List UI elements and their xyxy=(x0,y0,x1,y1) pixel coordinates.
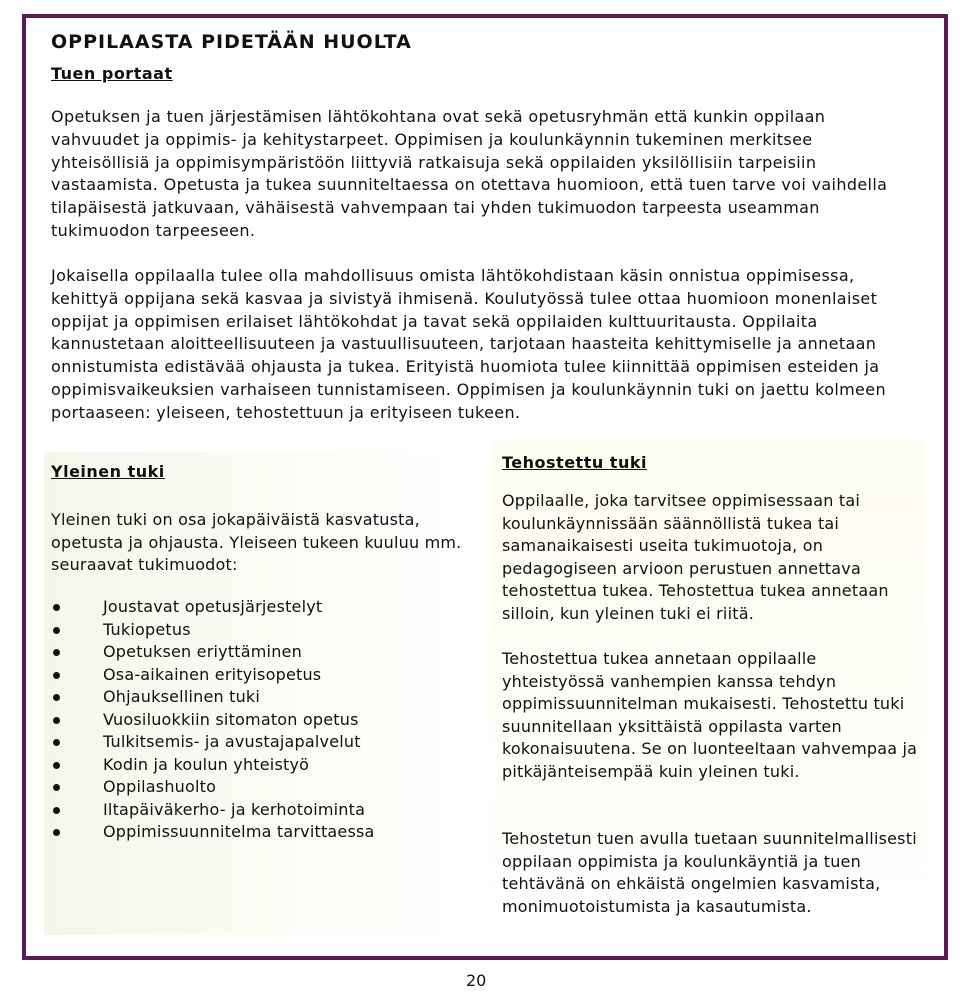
list-item-label: Oppilashuolto xyxy=(103,777,217,796)
page-title: OPPILAASTA PIDETÄÄN HUOLTA xyxy=(51,31,412,53)
bullet-icon xyxy=(53,717,60,724)
list-item-label: Vuosiluokkiin sitomaton opetus xyxy=(103,709,359,729)
section-subtitle: Tuen portaat xyxy=(51,64,173,83)
list-item-label: Kodin ja koulun yhteistyö xyxy=(103,754,310,774)
list-item-label: Oppimissuunnitelma tarvittaessa xyxy=(103,822,375,841)
intensified-support-paragraph-1: Oppilaalle, joka tarvitsee oppimisessaan tai koulunkäynnissään säännöllistä tukea tai samanaikaisesti useita tukimuotoja, on pedagogiseen arvioon perustuen annettava tehostettua tukea. Tehostettua tukea annetaan silloin, kun yleinen tuki ei riitä. xyxy=(502,491,889,623)
list-item xyxy=(51,821,471,844)
support-forms-list xyxy=(51,596,471,844)
bullet-icon xyxy=(53,694,60,701)
list-item xyxy=(51,799,471,822)
bullet-icon xyxy=(53,672,60,679)
list-item xyxy=(51,709,471,732)
bullet-icon xyxy=(53,784,60,791)
list-item xyxy=(51,619,471,642)
list-item xyxy=(51,754,471,777)
intro-paragraph-2: Jokaisella oppilaalla tulee olla mahdollisuus omista lähtökohdistaan käsin onnistua oppimisessa, kehittyä oppijana sekä kasvaa ja sivistyä ihmisenä. Koulutyössä tulee ottaa huomioon monenlaiset oppijat ja oppimisen erilaiset lähtökohdat ja tavat sekä oppilaiden kulttuuritausta. Oppilaita kannustetaan aloitteellisuuteen ja vastuullisuuteen, tarjotaan haasteita kehittymiselle ja annetaan onnistumista edistävää ohjausta ja tukea. Erityistä huomiota tulee kiinnittää oppimisen esteiden ja oppimisvaikeuksien varhaiseen tunnistamiseen. Oppimisen ja koulunkäynnin tuki on jaettu kolmeen portaaseen: yleiseen, tehostettuun ja erityiseen tukeen. xyxy=(51,266,886,422)
bullet-icon xyxy=(53,762,60,769)
intensified-support-paragraph-3: Tehostetun tuen avulla tuetaan suunnitelmallisesti oppilaan oppimista ja koulunkäyntiä ja tuen tehtävänä on ehkäistä ongelmien kasvamista, monimuotoistumista ja kasautumista. xyxy=(502,829,917,916)
bullet-icon xyxy=(53,604,60,611)
list-item-label: Joustavat opetusjärjestelyt xyxy=(103,597,323,616)
list-item xyxy=(51,776,471,799)
general-support-text: Yleinen tuki on osa jokapäiväistä kasvatusta, opetusta ja ohjausta. Yleiseen tukeen kuuluu mm. seuraavat tukimuodot: xyxy=(51,510,462,574)
bullet-icon xyxy=(53,829,60,836)
bullet-icon xyxy=(53,649,60,656)
page-number: 20 xyxy=(466,971,487,990)
list-item xyxy=(51,731,471,754)
list-item xyxy=(51,664,471,687)
bullet-icon xyxy=(53,807,60,814)
list-item-label: Ohjauksellinen tuki xyxy=(103,687,261,706)
intensified-support-heading: Tehostettu tuki xyxy=(502,453,647,472)
bullet-icon xyxy=(53,627,60,634)
list-item-label: Tulkitsemis- ja avustajapalvelut xyxy=(103,732,361,751)
list-item xyxy=(51,641,471,664)
intensified-support-paragraph-2: Tehostettua tukea annetaan oppilaalle yhteistyössä vanhempien kanssa tehdyn oppimissuunnitelman mukaisesti. Tehostettu tuki suunnitellaan yksittäistä oppilasta varten kokonaisuutena. Se on luonteeltaan vahvempaa ja pitkäjänteisempää kuin yleinen tuki. xyxy=(502,649,918,781)
list-item-label: Osa-aikainen erityisopetus xyxy=(103,664,322,684)
list-item-label: Iltapäiväkerho- ja kerhotoiminta xyxy=(103,799,366,819)
general-support-heading: Yleinen tuki xyxy=(51,462,165,481)
list-item xyxy=(51,596,471,619)
list-item-label: Tukiopetus xyxy=(103,619,191,639)
list-item-label: Opetuksen eriyttäminen xyxy=(103,642,302,661)
intro-paragraph-1: Opetuksen ja tuen järjestämisen lähtökohtana ovat sekä opetusryhmän että kunkin oppilaan vahvuudet ja oppimis- ja kehitystarpeet. Oppimisen ja koulunkäynnin tukeminen merkitsee yhteisöllisiä ja oppimisympäristöön liittyviä ratkaisuja sekä oppilaiden yksilöllisiin tarpeisiin vastaamista. Opetusta ja tukea suunniteltaessa on otettava huomioon, että tuen tarve voi vaihdella tilapäisestä jatkuvaan, vähäisestä vahvempaan tai yhden tukimuodon tarpeesta useamman tukimuodon tarpeeseen. xyxy=(51,107,888,240)
bullet-icon xyxy=(53,739,60,746)
list-item xyxy=(51,686,471,709)
